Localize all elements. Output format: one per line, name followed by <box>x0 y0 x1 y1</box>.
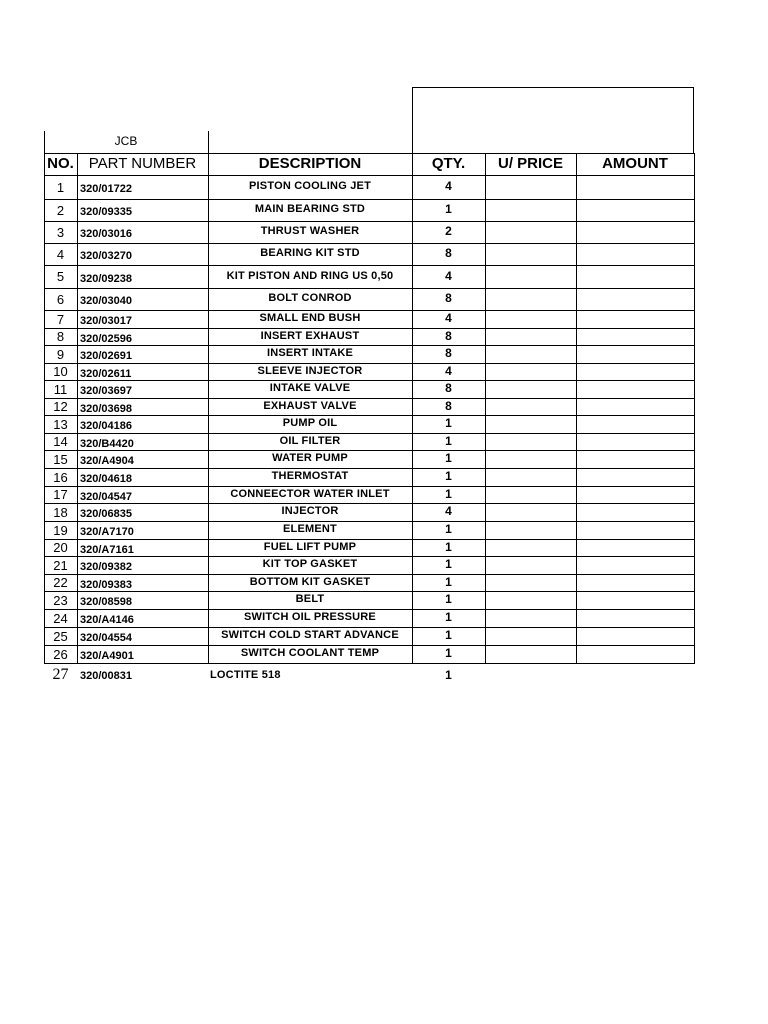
row-description: BOLT CONROD <box>268 292 352 304</box>
row-qty: 8 <box>445 328 452 343</box>
row-part-number: 320/04186 <box>80 420 132 432</box>
row-part-number: 320/04554 <box>80 632 132 644</box>
row-part-number: 320/06835 <box>80 508 132 520</box>
row-description: SWITCH COLD START ADVANCE <box>221 629 399 641</box>
row-part-number: 320/01722 <box>80 183 132 195</box>
row-no: 13 <box>53 416 68 432</box>
row-description: THRUST WASHER <box>260 225 360 237</box>
row-no: 6 <box>56 291 65 307</box>
row-no: 9 <box>56 346 65 362</box>
row-part-number: 320/A4904 <box>80 455 134 467</box>
row-qty: 1 <box>445 557 452 571</box>
row-qty: 8 <box>445 246 452 260</box>
grid-line-header-top <box>44 153 695 154</box>
header-description: DESCRIPTION <box>258 155 362 172</box>
row-part-number: 320/03270 <box>80 250 132 262</box>
row-part-number: 320/04547 <box>80 490 132 503</box>
row-part-number: 320/08598 <box>80 596 132 608</box>
row-no: 15 <box>53 451 68 467</box>
row-no: 19 <box>53 522 68 538</box>
row-qty: 1 <box>445 469 452 483</box>
header-qty: QTY. <box>431 155 466 172</box>
row-qty: 2 <box>445 224 452 238</box>
row-no: 2 <box>56 202 65 218</box>
header-part-number: PART NUMBER <box>88 155 197 172</box>
row-no: 5 <box>56 269 65 284</box>
row-no: 10 <box>53 364 68 379</box>
header-amount: AMOUNT <box>602 155 668 172</box>
row-part-number: 320/A7161 <box>80 543 134 556</box>
row-description: PISTON COOLING JET <box>249 180 371 192</box>
row-description: CONNEECTOR WATER INLET <box>230 487 390 500</box>
extra-row-description: LOCTITE 518 <box>210 669 281 681</box>
row-no: 22 <box>53 575 68 590</box>
row-qty: 4 <box>445 179 452 193</box>
brand-label: JCB <box>114 134 138 148</box>
row-qty: 8 <box>445 291 452 305</box>
row-description: BEARING KIT STD <box>260 247 360 259</box>
row-description: ELEMENT <box>283 523 337 535</box>
row-qty: 8 <box>445 381 452 395</box>
row-qty: 1 <box>445 646 452 660</box>
row-qty: 1 <box>445 592 452 606</box>
row-description: THERMOSTAT <box>271 470 349 482</box>
row-no: 17 <box>53 487 68 502</box>
row-part-number: 320/09382 <box>80 561 132 573</box>
row-qty: 8 <box>445 398 452 413</box>
row-qty: 4 <box>445 268 452 283</box>
row-qty: 1 <box>445 433 452 448</box>
row-qty: 1 <box>445 539 452 554</box>
row-description: INTAKE VALVE <box>269 382 351 394</box>
row-description: KIT PISTON AND RING US 0,50 <box>226 269 394 282</box>
row-part-number: 320/09383 <box>80 578 132 591</box>
row-description: INJECTOR <box>281 505 339 517</box>
row-no: 16 <box>53 469 68 485</box>
extra-row-no: 27 <box>52 666 69 683</box>
row-part-number: 320/09238 <box>80 272 132 285</box>
row-part-number: 320/A7170 <box>80 526 134 538</box>
row-part-number: 320/03040 <box>80 295 132 307</box>
row-no: 20 <box>53 540 68 555</box>
row-no: 24 <box>53 610 68 626</box>
row-no: 3 <box>56 224 65 240</box>
row-part-number: 320/A4146 <box>80 614 134 626</box>
row-no: 12 <box>53 399 68 414</box>
row-qty: 1 <box>445 202 452 216</box>
header-no: NO. <box>47 155 74 172</box>
row-part-number: 320/03016 <box>80 228 132 240</box>
row-part-number: 320/A4901 <box>80 650 134 662</box>
row-description: WATER PUMP <box>272 452 348 464</box>
row-description: INSERT EXHAUST <box>260 329 360 342</box>
row-no: 21 <box>53 557 68 573</box>
row-description: PUMP OIL <box>282 417 338 429</box>
grid-column-line <box>485 153 486 664</box>
row-part-number: 320/04618 <box>80 473 132 485</box>
row-no: 4 <box>56 246 65 262</box>
row-part-number: 320/09335 <box>80 206 132 218</box>
header-blank-box <box>412 87 694 153</box>
row-no: 8 <box>56 329 65 344</box>
grid-column-line <box>576 153 577 664</box>
row-description: INSERT INTAKE <box>266 347 354 359</box>
row-no: 7 <box>56 311 65 327</box>
row-part-number: 320/02611 <box>80 367 132 380</box>
row-qty: 1 <box>445 628 452 642</box>
row-description: KIT TOP GASKET <box>262 558 358 570</box>
row-qty: 1 <box>445 610 452 624</box>
row-description: MAIN BEARING STD <box>254 203 366 215</box>
grid-column-line <box>694 153 695 664</box>
row-part-number: 320/B4420 <box>80 437 134 450</box>
row-description: OIL FILTER <box>279 434 341 447</box>
row-description: SMALL END BUSH <box>259 312 361 324</box>
row-description: SLEEVE INJECTOR <box>257 364 363 377</box>
row-qty: 1 <box>445 574 452 589</box>
row-part-number: 320/02691 <box>80 350 132 362</box>
row-qty: 1 <box>445 416 452 430</box>
row-description: BELT <box>295 593 325 605</box>
row-description: BOTTOM KIT GASKET <box>249 575 371 588</box>
row-qty: 1 <box>445 522 452 536</box>
row-qty: 1 <box>445 486 452 501</box>
header-divider <box>208 131 209 153</box>
row-qty: 4 <box>445 504 452 518</box>
row-qty: 4 <box>445 363 452 378</box>
row-no: 25 <box>53 628 68 644</box>
row-no: 23 <box>53 592 68 608</box>
row-no: 26 <box>53 646 68 662</box>
header-unit-price: U/ PRICE <box>497 155 563 172</box>
row-part-number: 320/03698 <box>80 402 132 415</box>
row-qty: 4 <box>445 311 452 325</box>
extra-row-part-number: 320/00831 <box>80 670 132 682</box>
row-no: 1 <box>56 179 65 195</box>
row-description: FUEL LIFT PUMP <box>263 540 357 553</box>
row-no: 11 <box>53 381 68 397</box>
row-qty: 8 <box>445 346 452 360</box>
row-part-number: 320/03017 <box>80 315 132 327</box>
row-no: 14 <box>53 434 68 449</box>
extra-row-qty: 1 <box>445 668 452 682</box>
row-description: SWITCH OIL PRESSURE <box>244 611 376 623</box>
row-no: 18 <box>53 504 68 520</box>
row-description: EXHAUST VALVE <box>263 399 357 412</box>
row-part-number: 320/03697 <box>80 385 132 397</box>
row-description: SWITCH COOLANT TEMP <box>240 647 380 659</box>
row-qty: 1 <box>445 451 452 465</box>
row-part-number: 320/02596 <box>80 332 132 345</box>
